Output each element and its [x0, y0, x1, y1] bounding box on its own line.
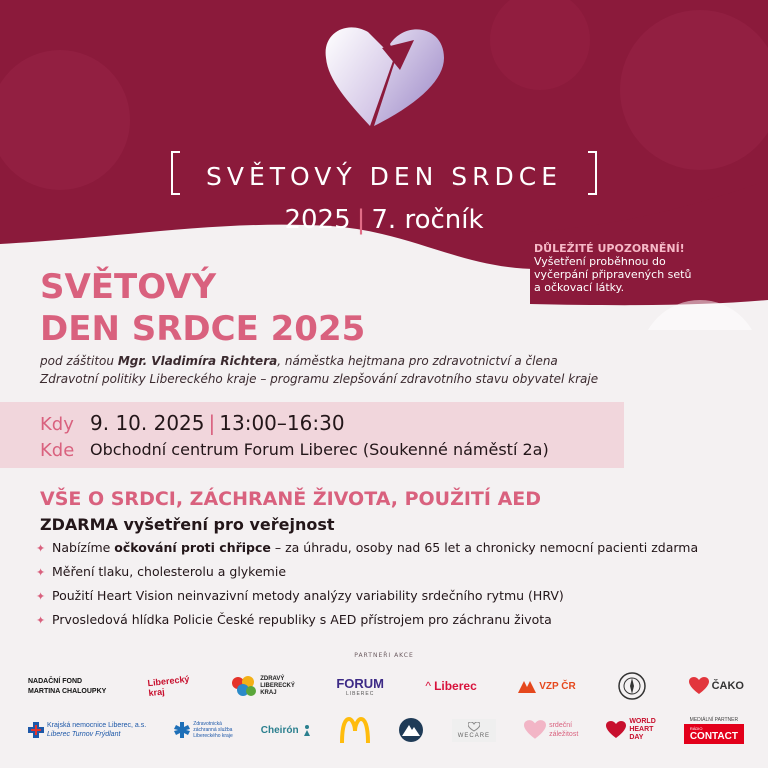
vzp-icon	[518, 679, 536, 693]
forum-sub-text: LIBEREC	[345, 690, 375, 697]
service-highlight: očkování proti chřipce	[114, 540, 271, 555]
zzs-logo	[174, 721, 232, 739]
when-label: Kdy	[40, 414, 74, 435]
media-partner-logo	[684, 717, 744, 744]
cako-text: ČAKO	[711, 680, 744, 692]
media-partner-label: MEDIÁLNÍ PARTNER	[689, 716, 739, 723]
liberec-city-logo: ^ Liberec	[425, 679, 477, 693]
main-title-line-1: SVĚTOVÝ	[40, 267, 217, 307]
liberecky-kraj-logo	[147, 674, 191, 697]
mcdonalds-logo	[340, 717, 370, 743]
bullet-icon: ✦	[36, 614, 46, 627]
forum-liberec-logo	[336, 676, 384, 697]
service-text: Prvosledová hlídka Policie České republiky s AED přístrojem pro záchranu života	[52, 612, 552, 627]
seal-icon	[617, 671, 647, 701]
kraj-text-1: Liberecký	[146, 673, 190, 688]
notice-title: DŮLEŽITÉ UPOZORNĚNÍ!	[534, 242, 685, 255]
radio-text: RÁDIO	[689, 725, 703, 731]
service-text: Měření tlaku, cholesterolu a glykemie	[52, 564, 287, 579]
event-banner-title: SVĚTOVÝ DEN SRDCE	[205, 162, 563, 191]
patronage-rest: , náměstka hejtmana pro zdravotnictví a člena	[277, 354, 558, 368]
list-item	[36, 564, 756, 588]
kraj-text-2: kraj	[147, 686, 165, 698]
list-item	[36, 612, 756, 636]
service-text: Použití Heart Vision neinvazivní metody analýzy variability srdečního rytmu (HRV)	[52, 588, 564, 603]
event-year-edition	[0, 205, 768, 235]
free-label: ZDARMA	[40, 515, 118, 534]
nadacni-fond-text-2: MARTINA CHALOUPKY	[28, 687, 107, 695]
nadacni-fond-logo	[28, 677, 106, 696]
services-list	[36, 540, 756, 636]
star-of-life-icon	[174, 722, 190, 738]
free-rest: vyšetření pro veřejnost	[117, 515, 335, 534]
cako-logo	[689, 677, 744, 695]
event-year: 2025	[284, 205, 351, 235]
zdravy-kraj-icon	[231, 675, 257, 697]
main-title	[40, 266, 365, 350]
liberec-text: Liberec	[434, 679, 477, 693]
notice-line-2: vyčerpání připravených setů	[534, 268, 692, 281]
contact-text: CONTACT	[689, 730, 738, 742]
section-heading: VŠE O SRDCI, ZÁCHRANĚ ŽIVOTA, POUŽITÍ AED	[40, 488, 542, 510]
zdravy-text-2: LIBERECKÝ	[260, 682, 295, 689]
partners-title: PARTNEŘI AKCE	[354, 652, 414, 659]
where-label: Kde	[40, 440, 75, 461]
year-separator: |	[356, 205, 366, 235]
zzs-text-3: Libereckého kraje	[193, 733, 233, 739]
cheiron-text: Cheirón	[260, 724, 299, 736]
seal-logo-icon	[617, 671, 647, 701]
important-notice	[534, 242, 754, 298]
notice-line-1: Vyšetření proběhnou do	[534, 255, 666, 268]
nadacni-fond-text-1: NADAČNÍ FOND	[28, 677, 83, 685]
list-item	[36, 540, 756, 564]
patronage-text	[40, 352, 740, 388]
vzp-logo	[518, 679, 576, 693]
partner-logos-row-1	[28, 668, 744, 704]
partner-logos-row-2	[28, 712, 744, 748]
golden-arches-icon	[340, 717, 370, 743]
bullet-icon: ✦	[36, 566, 46, 579]
srdecni-text-1: srdeční	[549, 722, 573, 729]
main-title-line-2: DEN SRDCE 2025	[40, 309, 366, 349]
bullet-icon: ✦	[36, 542, 46, 555]
patronage-line-2: Zdravotní politiky Libereckého kraje – programu zlepšování zdravotního stavu obyvatel kraje	[40, 372, 599, 386]
zzs-text-2: záchranná služba	[193, 727, 233, 733]
srdecni-text-2: záležitost	[549, 731, 579, 738]
forum-text: FORUM	[336, 675, 384, 691]
list-item	[36, 588, 756, 612]
date-separator: |	[208, 411, 216, 435]
event-date-time	[90, 411, 345, 435]
world-heart-day-logo	[606, 718, 655, 742]
service-text-rest: – za úhradu, osoby nad 65 let a chronicky nemocní pacienti zdarma	[270, 540, 699, 555]
heart-logo-icon	[318, 18, 450, 130]
whd-text-1: WORLD	[629, 718, 656, 725]
bullet-icon: ✦	[36, 590, 46, 603]
wecare-heart-icon	[468, 722, 480, 732]
event-date: 9. 10. 2025	[90, 411, 205, 435]
zdravy-kraj-logo	[231, 675, 295, 697]
free-exam-heading	[40, 515, 335, 534]
krajska-nemocnice-logo	[28, 721, 146, 739]
patronage-prefix: pod záštitou	[40, 354, 114, 368]
whd-text-3: DAY	[629, 734, 644, 741]
zdravy-text-1: ZDRAVÝ	[260, 675, 285, 682]
wecare-text: WECARE	[457, 732, 491, 739]
cako-heart-icon	[689, 677, 709, 695]
patronage-name: Mgr. Vladimíra Richtera	[117, 354, 278, 368]
cheiron-logo	[261, 724, 312, 736]
red-heart-icon	[606, 721, 626, 739]
notice-line-3: a očkovací látky.	[534, 281, 625, 294]
srdecni-zalezitost-logo	[524, 720, 578, 740]
mountain-icon	[398, 717, 424, 743]
zzs-text-1: Zdravotnická	[193, 721, 222, 727]
cheiron-figure-icon	[302, 724, 312, 736]
service-text: Nabízíme	[52, 540, 115, 555]
whd-text-2: HEART	[629, 726, 654, 733]
event-time: 13:00–16:30	[219, 411, 345, 435]
pink-heart-icon	[524, 720, 546, 740]
event-edition: 7. ročník	[371, 205, 484, 235]
wecare-logo	[452, 719, 496, 742]
vzp-text: VZP ČR	[539, 680, 576, 692]
zdravy-text-3: KRAJ	[260, 689, 277, 696]
nemocnice-text-1: Krajská nemocnice Liberec, a.s.	[47, 722, 147, 729]
mountain-badge-logo	[398, 717, 424, 743]
event-place: Obchodní centrum Forum Liberec (Soukenné náměstí 2a)	[90, 440, 549, 459]
nemocnice-text-2: Liberec Turnov Frýdlant	[47, 731, 121, 738]
hospital-cross-icon	[28, 722, 44, 738]
